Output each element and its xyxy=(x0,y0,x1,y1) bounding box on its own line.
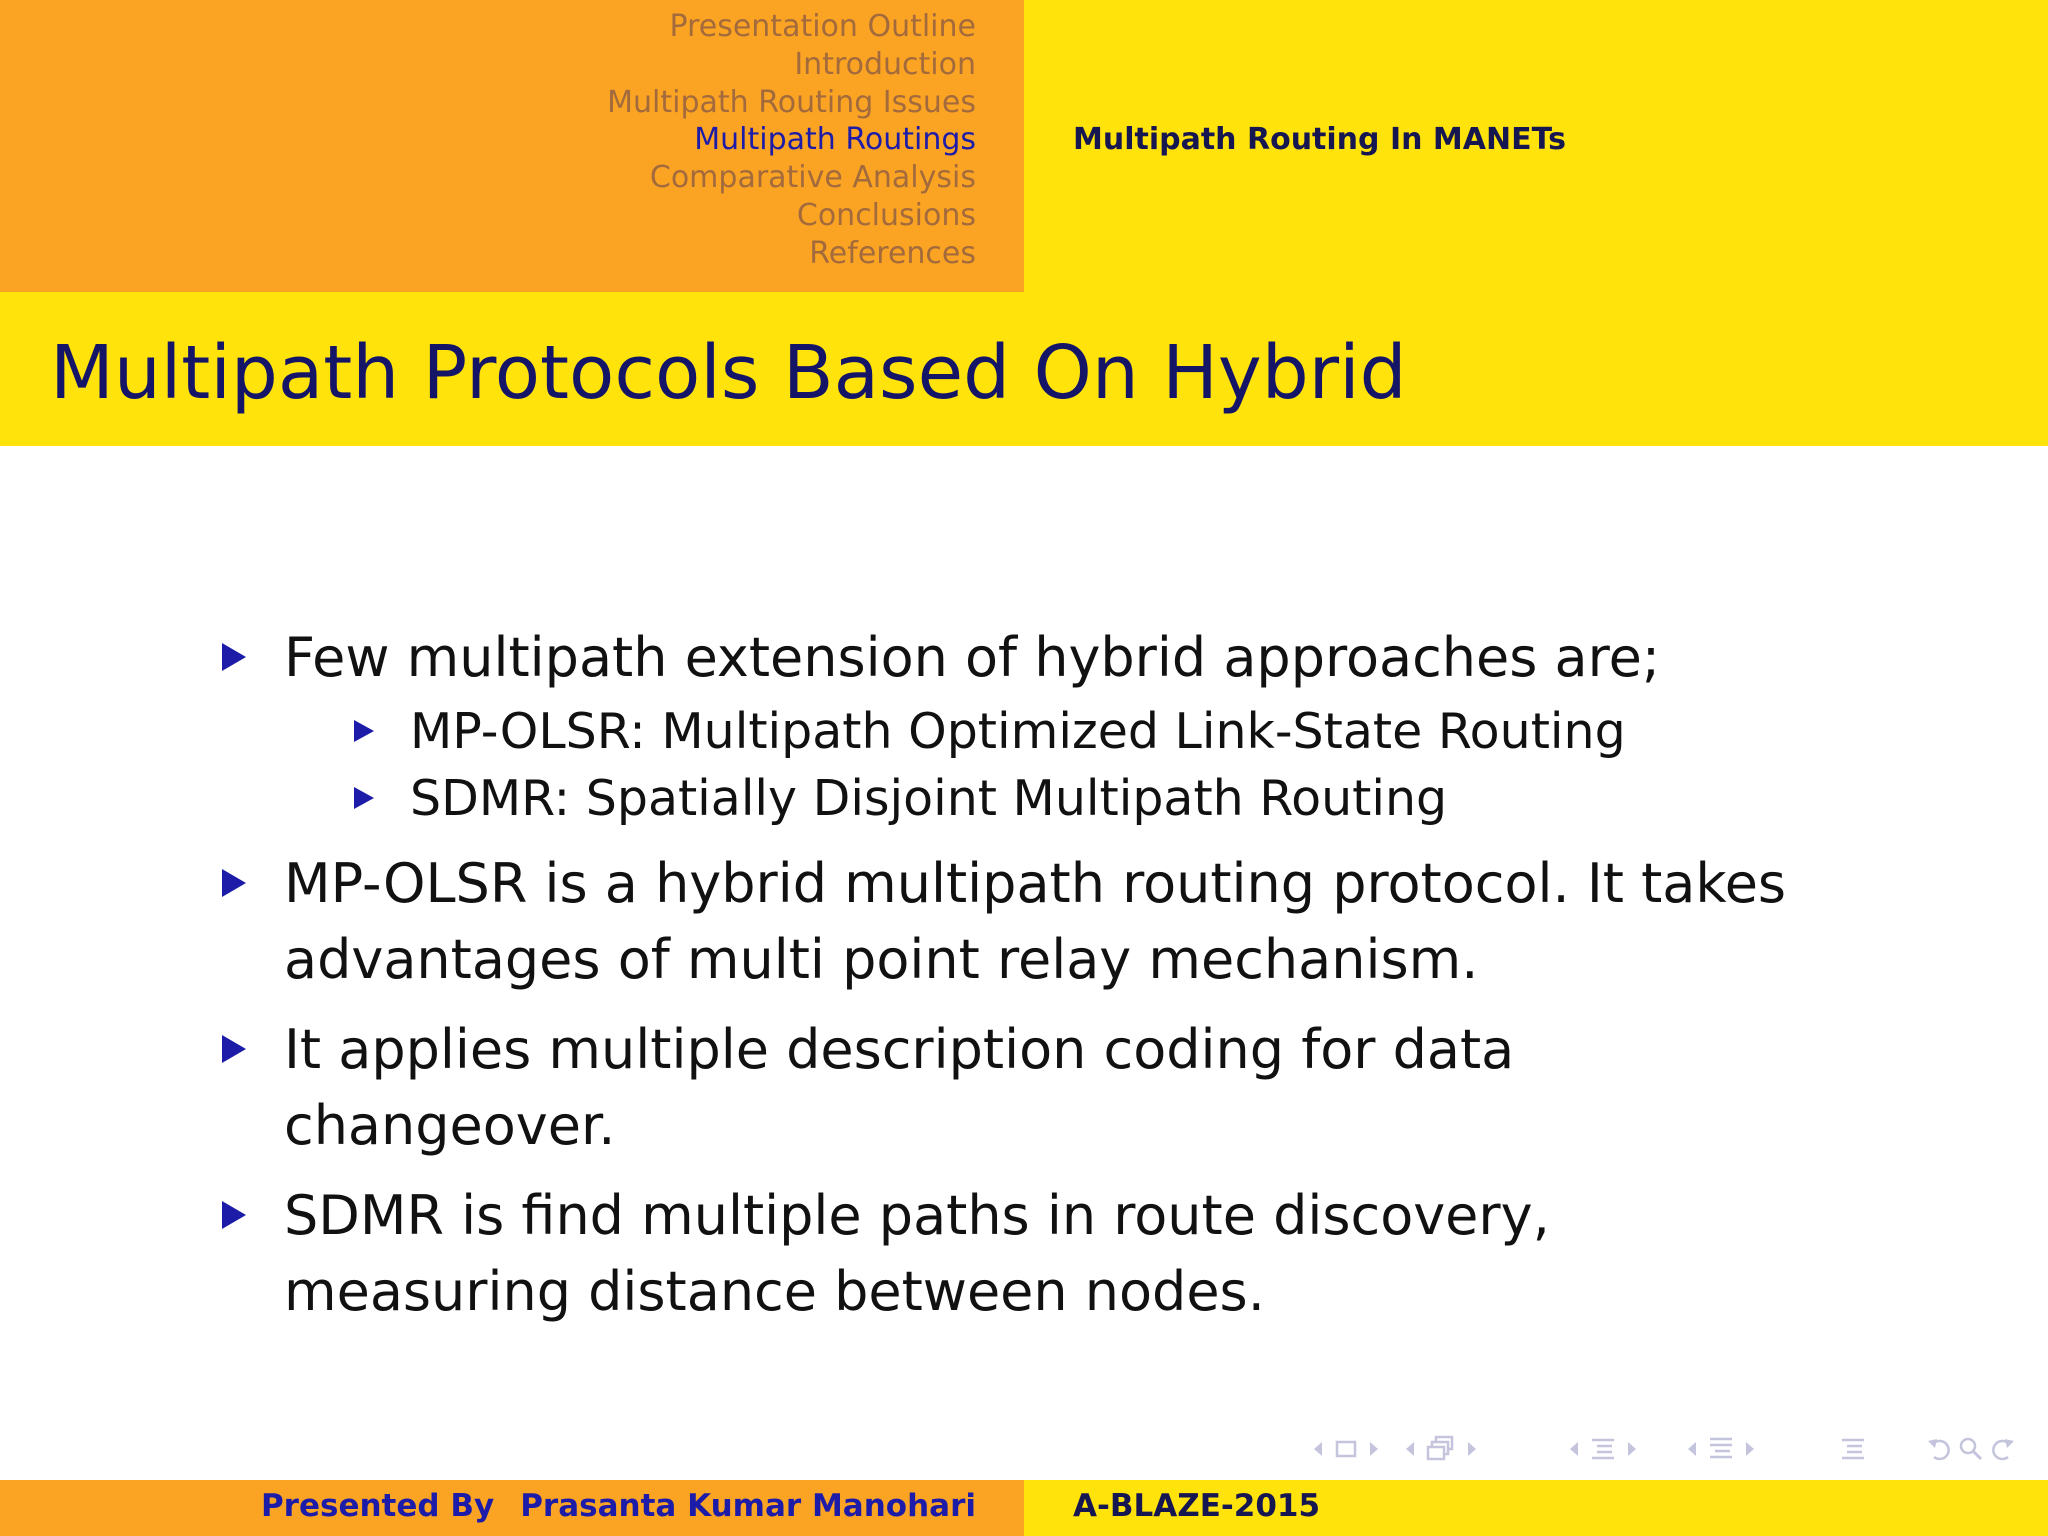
sub-bullet-list xyxy=(284,698,1840,832)
forward-icon[interactable] xyxy=(1986,1432,2018,1466)
outline-item-multipath-routings[interactable]: Multipath Routings xyxy=(694,122,976,158)
presented-by-label: Presented By xyxy=(260,1488,495,1524)
nav-frame-prev-icon[interactable] xyxy=(1310,1432,1326,1466)
presentation-short-title: Multipath Routing In MANETs xyxy=(1073,122,1566,157)
bullet-triangle-icon xyxy=(222,1035,246,1063)
bullet-triangle-icon xyxy=(222,1201,246,1229)
nav-subsection-next-icon[interactable] xyxy=(1464,1432,1480,1466)
subsection-icon[interactable] xyxy=(1424,1432,1458,1466)
outline-item-conclusions[interactable]: Conclusions xyxy=(796,197,976,233)
event-name: A-BLAZE-2015 xyxy=(1073,1488,1321,1524)
navigation-bar xyxy=(1310,1432,2030,1466)
document-icon[interactable] xyxy=(1706,1432,1736,1466)
bullet-item xyxy=(220,1012,1840,1164)
sub-bullet-item xyxy=(284,698,1840,765)
nav-subsection-prev-icon[interactable] xyxy=(1402,1432,1418,1466)
nav-section-prev-icon[interactable] xyxy=(1566,1432,1582,1466)
outline-item-references[interactable]: References xyxy=(809,235,976,271)
outline-item-presentation-outline[interactable]: Presentation Outline xyxy=(669,9,976,44)
presenter-line xyxy=(261,1488,976,1524)
outline-item-introduction[interactable]: Introduction xyxy=(794,46,976,82)
outline-item-comparative-analysis[interactable]: Comparative Analysis xyxy=(649,160,976,196)
section-outline xyxy=(567,8,1024,273)
sub-bullet-text: MP-OLSR: Multipath Optimized Link-State Routing xyxy=(410,703,1626,760)
nav-section-next-icon[interactable] xyxy=(1624,1432,1640,1466)
bullet-text: MP-OLSR is a hybrid multipath routing protocol. It takes advantages of multi point relay mechanism. xyxy=(284,852,1787,991)
nav-frame-next-icon[interactable] xyxy=(1366,1432,1382,1466)
outline-item-multipath-routing-issues[interactable]: Multipath Routing Issues xyxy=(607,84,976,120)
sub-bullet-item xyxy=(284,765,1840,832)
sub-bullet-triangle-icon xyxy=(354,787,374,809)
bullet-text: SDMR is find multiple paths in route discovery, measuring distance between nodes. xyxy=(284,1184,1550,1323)
search-icon[interactable] xyxy=(1956,1432,1986,1466)
bullet-item xyxy=(220,620,1840,832)
slide-content xyxy=(220,620,1840,1344)
sub-bullet-text: SDMR: Spatially Disjoint Multipath Routing xyxy=(410,770,1448,827)
back-icon[interactable] xyxy=(1924,1432,1956,1466)
sub-bullet-triangle-icon xyxy=(354,720,374,742)
frame-title: Multipath Protocols Based On Hybrid xyxy=(50,330,1407,416)
author-name: Prasanta Kumar Manohari xyxy=(520,1488,976,1524)
bullet-triangle-icon xyxy=(222,643,246,671)
bullet-text: Few multipath extension of hybrid approaches are; xyxy=(284,626,1661,689)
bullet-triangle-icon xyxy=(222,869,246,897)
nav-doc-next-icon[interactable] xyxy=(1742,1432,1758,1466)
bullet-item xyxy=(220,1178,1840,1330)
section-icon[interactable] xyxy=(1588,1432,1618,1466)
bullet-text: It applies multiple description coding for data changeover. xyxy=(284,1018,1515,1157)
bullet-item xyxy=(220,846,1840,998)
frame-icon[interactable] xyxy=(1332,1432,1360,1466)
toc-icon[interactable] xyxy=(1838,1432,1868,1466)
nav-doc-prev-icon[interactable] xyxy=(1684,1432,1700,1466)
